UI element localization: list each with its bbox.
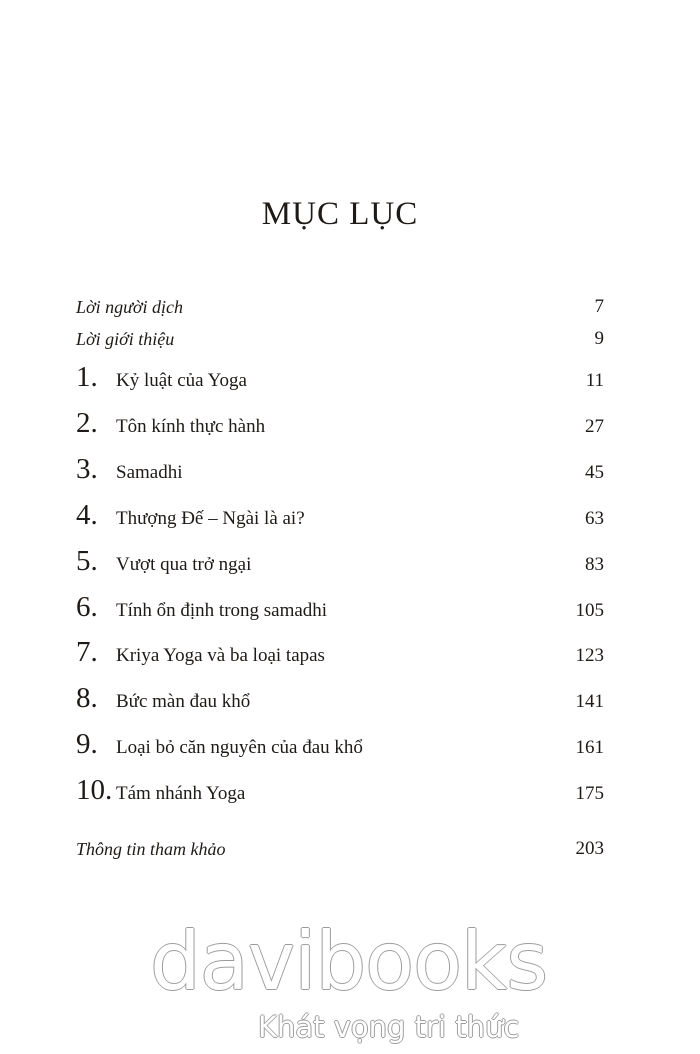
chapter-title: Kỷ luật của Yoga: [116, 370, 247, 391]
toc-chapter-4[interactable]: [76, 500, 604, 534]
chapter-page: 63: [585, 508, 604, 529]
page-title: MỤC LỤC: [261, 196, 419, 232]
toc-entry-page: 7: [594, 296, 604, 317]
chapter-number: 2.: [76, 407, 98, 439]
chapter-title: Tính ổn định trong samadhi: [116, 600, 328, 621]
chapter-title: Bức màn đau khổ: [116, 691, 251, 712]
chapter-title: Samadhi: [116, 462, 183, 483]
toc-entry-page: 203: [575, 838, 604, 859]
chapter-number: 3.: [76, 453, 98, 485]
toc-entry-page: 9: [594, 328, 604, 349]
chapter-page: 11: [585, 370, 604, 391]
toc-chapter-3[interactable]: [76, 454, 604, 488]
toc-chapter-2[interactable]: [76, 408, 604, 442]
chapter-number: 4.: [76, 499, 98, 531]
chapter-title: Kriya Yoga và ba loại tapas: [116, 645, 325, 666]
chapter-title: Tám nhánh Yoga: [116, 783, 246, 804]
chapter-number: 5.: [76, 545, 98, 577]
toc-chapter-9[interactable]: [76, 729, 604, 763]
chapter-number: 8.: [76, 682, 98, 714]
chapter-page: 123: [575, 645, 604, 666]
toc-chapter-5[interactable]: [76, 546, 604, 580]
toc-entry-label: Lời người dịch: [76, 297, 184, 317]
toc-chapter-7[interactable]: [76, 637, 604, 671]
chapter-page: 175: [575, 783, 604, 804]
chapter-number: 10.: [76, 774, 113, 806]
toc-entry-label: Thông tin tham khảo: [76, 839, 226, 859]
chapter-title: Thượng Đế – Ngài là ai?: [116, 508, 305, 529]
chapter-page: 141: [575, 691, 604, 712]
watermark-brand: davibooks: [150, 915, 548, 1008]
chapter-title: Loại bỏ căn nguyên của đau khổ: [116, 737, 363, 758]
chapter-number: 6.: [76, 591, 98, 623]
toc-chapter-6[interactable]: [76, 592, 604, 626]
toc-chapter-8[interactable]: [76, 683, 604, 717]
chapter-title: Vượt qua trở ngại: [116, 554, 252, 575]
chapter-page: 105: [575, 600, 604, 621]
toc-entry-label: Lời giới thiệu: [76, 329, 175, 349]
chapter-title: Tôn kính thực hành: [116, 416, 266, 437]
chapter-number: 7.: [76, 636, 98, 668]
toc-chapter-10[interactable]: [76, 775, 604, 809]
chapter-page: 45: [585, 462, 604, 483]
chapter-page: 27: [585, 416, 604, 437]
toc-chapter-1[interactable]: [76, 362, 604, 396]
chapter-number: 1.: [76, 361, 98, 393]
chapter-number: 9.: [76, 728, 98, 760]
chapter-page: 161: [575, 737, 604, 758]
toc-entry-references[interactable]: [76, 830, 604, 864]
chapter-page: 83: [585, 554, 604, 575]
toc-entry-introduction[interactable]: [76, 320, 604, 354]
watermark-tagline: Khát vọng tri thức: [258, 1010, 520, 1044]
toc-entry-translator-note[interactable]: [76, 288, 604, 322]
